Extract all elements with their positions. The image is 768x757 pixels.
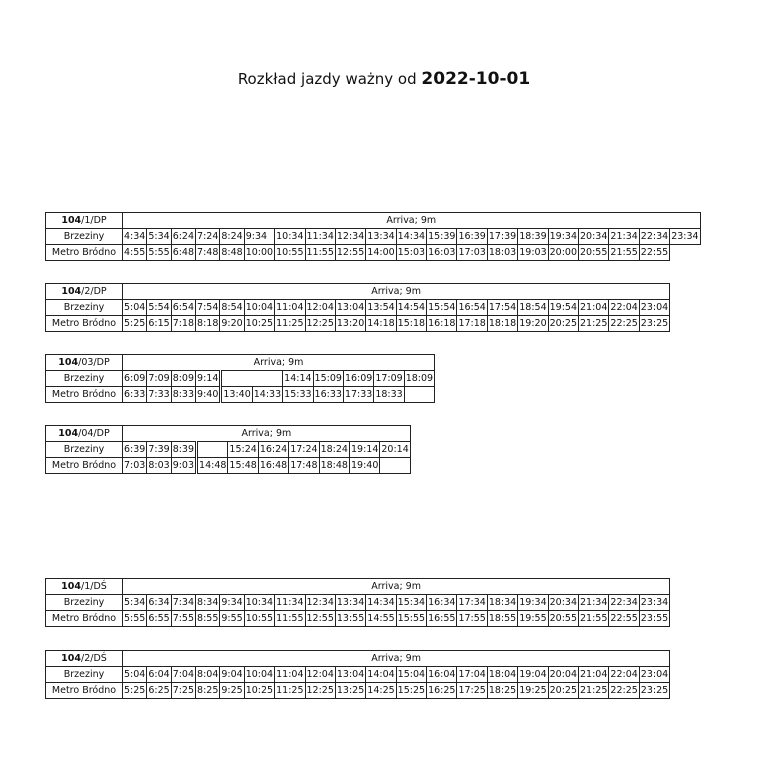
departure-cell: 6:55 (147, 611, 171, 627)
departure-cell: 10:34 (275, 229, 305, 245)
departure-cell: 19:55 (518, 611, 548, 627)
departure-cell: 7:55 (171, 611, 195, 627)
departure-cell: 15:54 (427, 300, 457, 316)
timetable-04-dp (45, 425, 411, 474)
departure-cell: 7:03 (123, 458, 147, 474)
departure-cell: 5:04 (123, 300, 147, 316)
departure-cell: 13:34 (366, 229, 396, 245)
table-row (46, 229, 701, 245)
departure-cell: 8:24 (220, 229, 244, 245)
departure-cell: 9:14 (196, 371, 221, 387)
empty-cell (197, 442, 228, 458)
departure-cell: 6:09 (123, 371, 147, 387)
table-row (46, 316, 670, 332)
departure-cell: 17:09 (374, 371, 404, 387)
departure-cell: 6:04 (147, 667, 171, 683)
departure-cell: 5:25 (123, 683, 147, 699)
departure-cell: 13:04 (335, 667, 365, 683)
table-row (46, 371, 435, 387)
operator-label: Arriva; 9m (123, 213, 701, 229)
departure-cell: 15:04 (396, 667, 426, 683)
operator-label: Arriva; 9m (123, 579, 670, 595)
departure-cell: 6:25 (147, 683, 171, 699)
departure-cell: 21:34 (609, 229, 639, 245)
departure-cell: 17:48 (289, 458, 319, 474)
departure-cell: 10:34 (244, 595, 274, 611)
departure-cell: 9:20 (220, 316, 244, 332)
departure-cell: 8:39 (171, 442, 196, 458)
departure-cell: 6:24 (171, 229, 195, 245)
departure-cell: 17:54 (487, 300, 517, 316)
table-row (46, 458, 411, 474)
departure-cell: 6:54 (171, 300, 195, 316)
table-row (46, 667, 670, 683)
route-label: 104/1/DP (46, 213, 123, 229)
departure-cell: 17:39 (487, 229, 517, 245)
stop-label: Metro Bródno (46, 387, 123, 403)
departure-cell: 15:25 (396, 683, 426, 699)
departure-cell: 21:34 (579, 595, 609, 611)
departure-cell: 7:39 (147, 442, 171, 458)
departure-cell: 14:25 (366, 683, 396, 699)
departure-cell: 10:25 (244, 683, 274, 699)
departure-cell: 9:25 (220, 683, 244, 699)
departure-cell: 20:25 (548, 683, 578, 699)
departure-cell: 18:03 (487, 245, 517, 261)
departure-cell: 17:03 (457, 245, 487, 261)
timetable-2-dp (45, 283, 670, 332)
departure-cell: 15:34 (396, 595, 426, 611)
departure-cell: 18:55 (487, 611, 517, 627)
departure-cell: 8:48 (220, 245, 244, 261)
departure-cell: 10:04 (244, 300, 274, 316)
stop-label: Brzeziny (46, 371, 123, 387)
departure-cell: 8:04 (196, 667, 220, 683)
departure-cell: 21:25 (579, 316, 609, 332)
departure-cell: 15:48 (228, 458, 258, 474)
departure-cell: 12:55 (335, 245, 365, 261)
empty-cell (380, 458, 410, 474)
departure-cell: 21:55 (609, 245, 639, 261)
route-label: 104/04/DP (46, 426, 123, 442)
departure-cell: 14:33 (252, 387, 282, 403)
departure-cell: 15:09 (313, 371, 343, 387)
departure-cell: 7:34 (171, 595, 195, 611)
title-prefix: Rozkład jazdy ważny od (237, 70, 417, 88)
departure-cell: 17:33 (343, 387, 373, 403)
operator-label: Arriva; 9m (123, 426, 411, 442)
departure-cell: 22:25 (609, 316, 639, 332)
departure-cell: 5:34 (123, 595, 147, 611)
timetable-2-ds (45, 650, 670, 699)
departure-cell: 18:04 (487, 667, 517, 683)
stop-label: Metro Bródno (46, 611, 123, 627)
departure-cell: 22:55 (609, 611, 639, 627)
departure-cell: 12:04 (305, 300, 335, 316)
departure-cell: 9:34 (220, 595, 244, 611)
empty-cell (221, 371, 283, 387)
departure-cell: 10:04 (244, 667, 274, 683)
departure-cell: 11:04 (275, 667, 305, 683)
departure-cell: 7:24 (196, 229, 220, 245)
departure-cell: 19:34 (548, 229, 578, 245)
departure-cell: 6:33 (123, 387, 147, 403)
departure-cell: 16:54 (457, 300, 487, 316)
departure-cell: 15:24 (228, 442, 258, 458)
departure-cell: 16:33 (313, 387, 343, 403)
timetable-1-dp (45, 212, 701, 261)
stop-label: Metro Bródno (46, 316, 123, 332)
departure-cell: 12:25 (305, 683, 335, 699)
departure-cell: 22:55 (639, 245, 669, 261)
departure-cell: 7:25 (171, 683, 195, 699)
departure-cell: 16:24 (258, 442, 288, 458)
table-row (46, 442, 411, 458)
departure-cell: 10:55 (244, 611, 274, 627)
departure-cell: 7:54 (196, 300, 220, 316)
departure-cell: 4:34 (123, 229, 147, 245)
stop-label: Brzeziny (46, 667, 123, 683)
departure-cell: 4:55 (123, 245, 147, 261)
departure-cell: 20:34 (548, 595, 578, 611)
table-row (46, 611, 670, 627)
departure-cell: 23:04 (639, 667, 669, 683)
departure-cell: 22:25 (609, 683, 639, 699)
departure-cell: 6:48 (171, 245, 195, 261)
departure-cell: 11:34 (305, 229, 335, 245)
departure-cell: 8:03 (147, 458, 171, 474)
departure-cell: 22:04 (609, 667, 639, 683)
operator-label: Arriva; 9m (123, 284, 670, 300)
departure-cell: 21:04 (579, 300, 609, 316)
departure-cell: 17:34 (457, 595, 487, 611)
departure-cell: 23:34 (670, 229, 700, 245)
departure-cell: 19:20 (518, 316, 548, 332)
departure-cell: 6:15 (147, 316, 171, 332)
departure-cell: 12:55 (305, 611, 335, 627)
departure-cell: 22:34 (609, 595, 639, 611)
departure-cell: 18:54 (518, 300, 548, 316)
departure-cell: 5:55 (123, 611, 147, 627)
departure-cell: 15:03 (396, 245, 426, 261)
departure-cell: 20:55 (579, 245, 609, 261)
table-row (46, 387, 435, 403)
departure-cell: 11:25 (275, 316, 305, 332)
departure-cell: 7:48 (196, 245, 220, 261)
stop-label: Brzeziny (46, 595, 123, 611)
departure-cell: 16:18 (427, 316, 457, 332)
departure-cell: 16:39 (457, 229, 487, 245)
departure-cell: 12:34 (305, 595, 335, 611)
departure-cell: 8:55 (196, 611, 220, 627)
departure-cell: 20:14 (380, 442, 410, 458)
departure-cell: 15:39 (427, 229, 457, 245)
departure-cell: 8:09 (171, 371, 195, 387)
departure-cell: 13:34 (335, 595, 365, 611)
departure-cell: 5:25 (123, 316, 147, 332)
departure-cell: 16:48 (258, 458, 288, 474)
departure-cell: 13:40 (221, 387, 252, 403)
departure-cell: 17:18 (457, 316, 487, 332)
departure-cell: 17:24 (289, 442, 319, 458)
departure-cell: 9:55 (220, 611, 244, 627)
departure-cell: 16:25 (427, 683, 457, 699)
departure-cell: 20:34 (579, 229, 609, 245)
timetable-03-dp (45, 354, 435, 403)
table-row (46, 245, 701, 261)
departure-cell: 10:25 (244, 316, 274, 332)
departure-cell: 5:04 (123, 667, 147, 683)
departure-cell: 23:25 (639, 683, 669, 699)
timetable-1-ds (45, 578, 670, 627)
validity-date: 2022-10-01 (421, 69, 531, 89)
stop-label: Metro Bródno (46, 458, 123, 474)
departure-cell: 16:34 (427, 595, 457, 611)
departure-cell: 5:34 (147, 229, 171, 245)
departure-cell: 21:25 (579, 683, 609, 699)
departure-cell: 8:34 (196, 595, 220, 611)
departure-cell: 13:25 (335, 683, 365, 699)
departure-cell: 17:25 (457, 683, 487, 699)
departure-cell: 9:03 (171, 458, 196, 474)
departure-cell: 16:04 (427, 667, 457, 683)
departure-cell: 14:04 (366, 667, 396, 683)
departure-cell: 21:04 (579, 667, 609, 683)
table-row (46, 683, 670, 699)
departure-cell: 15:33 (283, 387, 313, 403)
departure-cell: 7:09 (147, 371, 171, 387)
departure-cell: 18:18 (487, 316, 517, 332)
page-title (0, 69, 768, 89)
stop-label: Metro Bródno (46, 683, 123, 699)
departure-cell: 17:04 (457, 667, 487, 683)
departure-cell: 23:25 (639, 316, 669, 332)
departure-cell: 10:00 (244, 245, 274, 261)
departure-cell: 13:20 (335, 316, 365, 332)
departure-cell: 15:18 (396, 316, 426, 332)
departure-cell: 14:34 (366, 595, 396, 611)
departure-cell: 7:04 (171, 667, 195, 683)
departure-cell: 14:18 (366, 316, 396, 332)
departure-cell: 14:54 (396, 300, 426, 316)
departure-cell: 20:25 (548, 316, 578, 332)
departure-cell: 14:14 (283, 371, 313, 387)
departure-cell: 23:55 (639, 611, 669, 627)
departure-cell: 13:54 (366, 300, 396, 316)
departure-cell: 8:54 (220, 300, 244, 316)
departure-cell: 19:54 (548, 300, 578, 316)
departure-cell: 17:55 (457, 611, 487, 627)
stop-label: Brzeziny (46, 300, 123, 316)
departure-cell: 16:55 (427, 611, 457, 627)
departure-cell: 14:55 (366, 611, 396, 627)
departure-cell: 21:55 (579, 611, 609, 627)
departure-cell: 9:34 (244, 229, 274, 245)
route-label: 104/03/DP (46, 355, 123, 371)
departure-cell: 5:55 (147, 245, 171, 261)
departure-cell: 19:25 (518, 683, 548, 699)
departure-cell: 11:25 (275, 683, 305, 699)
departure-cell: 23:34 (639, 595, 669, 611)
departure-cell: 13:04 (335, 300, 365, 316)
departure-cell: 7:18 (171, 316, 195, 332)
departure-cell: 19:14 (349, 442, 379, 458)
departure-cell: 11:04 (275, 300, 305, 316)
stop-label: Brzeziny (46, 442, 123, 458)
departure-cell: 20:55 (548, 611, 578, 627)
operator-label: Arriva; 9m (123, 355, 435, 371)
departure-cell: 18:33 (374, 387, 404, 403)
departure-cell: 18:09 (404, 371, 434, 387)
departure-cell: 19:03 (518, 245, 548, 261)
departure-cell: 8:18 (196, 316, 220, 332)
departure-cell: 14:48 (197, 458, 228, 474)
departure-cell: 19:40 (349, 458, 379, 474)
departure-cell: 22:04 (609, 300, 639, 316)
departure-cell: 6:34 (147, 595, 171, 611)
departure-cell: 20:04 (548, 667, 578, 683)
departure-cell: 18:25 (487, 683, 517, 699)
departure-cell: 11:34 (275, 595, 305, 611)
table-row (46, 300, 670, 316)
stop-label: Brzeziny (46, 229, 123, 245)
departure-cell: 8:33 (171, 387, 195, 403)
operator-label: Arriva; 9m (123, 651, 670, 667)
empty-cell (404, 387, 434, 403)
departure-cell: 5:54 (147, 300, 171, 316)
departure-cell: 18:39 (518, 229, 548, 245)
departure-cell: 20:00 (548, 245, 578, 261)
departure-cell: 18:48 (319, 458, 349, 474)
departure-cell: 9:04 (220, 667, 244, 683)
departure-cell: 19:34 (518, 595, 548, 611)
departure-cell: 14:34 (396, 229, 426, 245)
stop-label: Metro Bródno (46, 245, 123, 261)
departure-cell: 12:25 (305, 316, 335, 332)
departure-cell: 18:34 (487, 595, 517, 611)
departure-cell: 23:04 (639, 300, 669, 316)
departure-cell: 8:25 (196, 683, 220, 699)
departure-cell: 15:55 (396, 611, 426, 627)
departure-cell: 11:55 (305, 245, 335, 261)
departure-cell: 16:03 (427, 245, 457, 261)
route-label: 104/2/DP (46, 284, 123, 300)
departure-cell: 6:39 (123, 442, 147, 458)
departure-cell: 14:00 (366, 245, 396, 261)
table-row (46, 595, 670, 611)
departure-cell: 18:24 (319, 442, 349, 458)
route-label: 104/1/DŚ (46, 579, 123, 595)
departure-cell: 13:55 (335, 611, 365, 627)
route-label: 104/2/DŚ (46, 651, 123, 667)
departure-cell: 12:34 (335, 229, 365, 245)
departure-cell: 7:33 (147, 387, 171, 403)
departure-cell: 22:34 (639, 229, 669, 245)
departure-cell: 9:40 (196, 387, 221, 403)
departure-cell: 19:04 (518, 667, 548, 683)
departure-cell: 10:55 (275, 245, 305, 261)
departure-cell: 12:04 (305, 667, 335, 683)
departure-cell: 16:09 (343, 371, 373, 387)
departure-cell: 11:55 (275, 611, 305, 627)
